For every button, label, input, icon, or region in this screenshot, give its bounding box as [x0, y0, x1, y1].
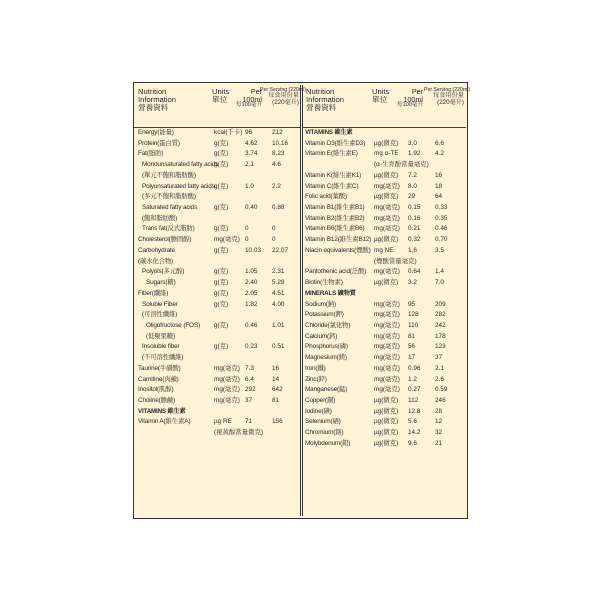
row-label: (單元不飽和脂肪酸) — [142, 171, 196, 179]
row-per100: 81 — [408, 332, 416, 340]
row-per100: 110 — [408, 321, 419, 329]
row-unit: mg(毫克) — [374, 311, 400, 319]
row-unit: mg(毫克) — [214, 375, 240, 383]
row-label: Vitamin E(維生素E) — [305, 150, 358, 158]
row-label: Vitamin A(維生素A) — [138, 418, 191, 426]
row-serving: 4.6 — [272, 161, 281, 169]
header-name-en2: Information — [306, 94, 344, 104]
row-serving: 10.16 — [272, 139, 288, 147]
row-label: Polyols(多元醇) — [142, 268, 185, 276]
row-unit: g(克) — [214, 204, 229, 212]
row-label: Niacin equivalents(煙酸) — [305, 246, 371, 254]
row-unit: g(克) — [214, 225, 229, 233]
row-label: Copper(銅) — [305, 397, 336, 404]
row-serving: 0.88 — [272, 204, 285, 212]
row-label: Carbohydrate — [138, 246, 175, 254]
row-serving: 2.1 — [435, 364, 444, 372]
header-per100 — [395, 88, 423, 109]
row-label: Sugars(糖) — [146, 279, 176, 287]
row-unit: µg(微克) — [374, 236, 399, 244]
row-unit: g(克) — [214, 279, 229, 287]
row-per100: 0.64 — [408, 268, 421, 276]
header-serving — [260, 87, 307, 106]
left-header — [134, 85, 307, 128]
row-label: Polyunsaturated fatty acids — [142, 182, 215, 190]
header-per-l2: 100ml — [242, 94, 262, 104]
row-unit: g(克) — [214, 182, 229, 190]
header-units — [372, 88, 389, 104]
row-serving: 2.6 — [435, 375, 444, 383]
row-serving: 28 — [435, 407, 443, 415]
row-serving: 123 — [435, 343, 446, 351]
row-serving: 8.23 — [272, 150, 285, 158]
row-per100: 1.6 — [408, 246, 417, 254]
row-serving: 0 — [272, 225, 276, 233]
row-serving: 2.2 — [272, 182, 281, 190]
row-label: Sodium(鈉) — [305, 300, 336, 308]
row-label: Carnitine(肉鹼) — [138, 375, 179, 383]
row-per100: 3.0 — [408, 139, 417, 147]
row-serving: 1.01 — [272, 321, 285, 329]
row-per100: 2.05 — [245, 289, 258, 297]
row-serving: 0.35 — [435, 214, 448, 222]
row-label: Soluble Fiber — [142, 300, 178, 308]
row-unit: µg(微克) — [374, 171, 399, 179]
row-label: Taurine(牛磺酸) — [138, 364, 181, 372]
row-per100: 5.6 — [408, 418, 417, 426]
row-label: Calcium(鈣) — [305, 332, 338, 340]
row-per100: 9.6 — [408, 439, 417, 447]
row-serving: 16 — [272, 364, 280, 372]
row-per100: 4.62 — [245, 139, 258, 147]
row-serving: 282 — [435, 311, 446, 319]
row-per100: 6.4 — [245, 375, 254, 383]
header-units-en: Units — [372, 87, 390, 96]
row-per100: 0.27 — [408, 386, 421, 394]
header-name-en1: Nutrition — [138, 87, 167, 96]
header-units-en: Units — [212, 87, 230, 96]
row-label: Manganese(錳) — [305, 386, 348, 394]
row-per100: 0.40 — [245, 204, 258, 212]
row-unit: (煙酸當量毫克) — [374, 257, 417, 265]
row-label: Phosphorus(磷) — [305, 343, 348, 351]
row-serving: 0 — [272, 236, 276, 244]
row-serving: 5.28 — [272, 279, 285, 287]
row-label: Vitamin B1(維生素B1) — [305, 204, 365, 212]
row-per100: 1.92 — [408, 150, 421, 158]
row-unit: µg(微克) — [374, 439, 399, 447]
row-unit: (α-生育酚當量毫克) — [374, 161, 429, 169]
row-serving: 0.70 — [435, 236, 448, 244]
row-per100: 0.96 — [408, 364, 421, 372]
row-label: Selenium(硒) — [305, 418, 341, 426]
row-label: MINERALS 礦物質 — [305, 289, 356, 297]
row-serving: 18 — [435, 182, 443, 190]
row-unit: g(克) — [214, 289, 229, 297]
row-unit: mg(毫克) — [374, 214, 400, 222]
row-unit: g(克) — [214, 150, 229, 158]
row-serving: 246 — [435, 397, 446, 404]
row-label: VITAMINS 維生素 — [305, 129, 353, 136]
row-per100: 3.74 — [245, 150, 258, 158]
row-label: (不可溶性纖維) — [142, 354, 184, 362]
row-serving: 0.33 — [435, 204, 448, 212]
row-per100: 56 — [408, 343, 416, 351]
row-serving: 6.6 — [435, 139, 444, 147]
header-per-l2: 100ml — [403, 94, 423, 104]
row-per100: 96 — [245, 129, 253, 136]
row-per100: 3.2 — [408, 279, 417, 287]
row-unit: mg(毫克) — [214, 386, 240, 394]
row-unit: g(克) — [214, 139, 229, 147]
row-label: Saturated fatty acids — [142, 204, 198, 212]
row-serving: 37 — [435, 354, 443, 362]
header-per-l1: Per — [250, 87, 262, 96]
row-per100: 95 — [408, 300, 416, 308]
row-per100: 0 — [245, 225, 249, 233]
row-per100: 0.21 — [408, 225, 421, 233]
row-label: Energy(能量) — [138, 129, 174, 136]
row-unit: mg(毫克) — [374, 343, 400, 351]
header-per-l1: Per — [411, 87, 423, 96]
row-serving: 4.2 — [435, 150, 444, 158]
row-per100: 7.3 — [245, 364, 254, 372]
header-serv-l3: (220毫升) — [437, 98, 464, 106]
row-serving: 242 — [435, 321, 446, 329]
row-unit: (視黃醇當量微克) — [214, 429, 263, 437]
row-label: (低聚果糖) — [146, 332, 175, 340]
row-per100: 0.46 — [245, 321, 258, 329]
row-unit: µg(微克) — [374, 193, 399, 201]
header-serv-l1: Per Serving (220ml) — [424, 87, 471, 93]
row-serving: 209 — [435, 300, 446, 308]
row-label: Protein(蛋白質) — [138, 139, 180, 147]
row-label: Biotin(生物素) — [305, 279, 343, 287]
row-per100: 2.1 — [245, 161, 254, 169]
row-label: Cholesterol(膽固醇) — [138, 236, 192, 244]
row-per100: 2.40 — [245, 279, 258, 287]
row-unit: mg(毫克) — [374, 332, 400, 340]
row-label: (碳水化合物) — [138, 257, 174, 265]
row-unit: g(克) — [214, 343, 229, 351]
header-name-en2: Information — [138, 94, 176, 104]
row-unit: µg(微克) — [374, 279, 399, 287]
row-label: Vitamin K(維生素K1) — [305, 171, 362, 179]
row-unit: mg(毫克) — [374, 225, 400, 233]
row-per100: 0.23 — [245, 343, 258, 351]
row-per100: 71 — [245, 418, 253, 426]
row-unit: g(克) — [214, 321, 229, 329]
row-per100: 1.82 — [245, 300, 258, 308]
row-serving: 3.5 — [435, 246, 444, 254]
row-label: Oligofructose (FOS) — [146, 321, 200, 329]
row-serving: 4.00 — [272, 300, 285, 308]
left-column — [134, 83, 307, 518]
row-label: Vitamin D3(維生素D3) — [305, 139, 366, 147]
row-unit: µg(微克) — [374, 429, 399, 437]
nutrition-panel — [133, 82, 471, 519]
row-serving: 64 — [435, 193, 443, 201]
row-label: Vitamin C(維生素C) — [305, 182, 359, 190]
row-per100: 7.2 — [408, 171, 417, 179]
row-label: Magnesium(鎂) — [305, 354, 347, 362]
row-unit: mg(毫克) — [374, 386, 400, 394]
row-label: Choline(膽鹼) — [138, 397, 176, 404]
row-per100: 1.2 — [408, 375, 417, 383]
row-serving: 178 — [435, 332, 446, 340]
row-label: Chromium(鉻) — [305, 429, 344, 437]
row-per100: 0 — [245, 236, 249, 244]
row-per100: 128 — [408, 311, 419, 319]
header-name-zh: 營養資料 — [138, 102, 169, 112]
row-label: (飽和脂肪酸) — [142, 214, 178, 222]
header-per-l3: 每100毫升 — [396, 102, 423, 109]
row-unit: mg(毫克) — [374, 354, 400, 362]
row-label: Zinc(鋅) — [305, 375, 327, 383]
row-per100: 17 — [408, 354, 416, 362]
header-serving — [424, 87, 471, 106]
header-name-zh: 營養資料 — [306, 102, 337, 112]
header-per100 — [234, 88, 262, 109]
right-header — [302, 85, 471, 128]
row-per100: 10.03 — [245, 246, 261, 254]
header-units — [212, 88, 229, 104]
row-per100: 292 — [245, 386, 256, 394]
row-unit: mg(毫克) — [214, 364, 240, 372]
header-name — [138, 88, 208, 112]
row-unit: µg(微克) — [374, 139, 399, 147]
row-unit: mg α-TE — [374, 150, 399, 158]
row-unit: g(克) — [214, 246, 229, 254]
row-label: (多元不飽和脂肪酸) — [142, 193, 196, 201]
row-serving: 642 — [272, 386, 283, 394]
row-label: Potassium(鉀) — [305, 311, 344, 319]
row-unit: mg(毫克) — [374, 375, 400, 383]
row-serving: 21 — [435, 439, 443, 447]
row-unit: µg(微克) — [374, 407, 399, 415]
row-unit: µg RE — [214, 418, 232, 426]
header-serv-l2: 每食用份量 — [268, 92, 299, 100]
row-serving: 1.4 — [435, 268, 444, 276]
header-serv-l2: 每食用份量 — [433, 92, 464, 100]
row-serving: 16 — [435, 171, 443, 179]
row-unit: g(克) — [214, 268, 229, 276]
row-unit: mg(毫克) — [374, 204, 400, 212]
header-name — [306, 88, 376, 112]
row-label: Inositol(肌醇) — [138, 386, 174, 394]
row-label: Monounsaturated fatty acids — [142, 161, 219, 169]
row-per100: 12.8 — [408, 407, 421, 415]
row-label: Pantothenic acid(泛酸) — [305, 268, 367, 276]
row-serving: 14 — [272, 375, 280, 383]
row-label: Vitamin B12(維生素B12) — [305, 236, 372, 244]
row-unit: g(克) — [214, 300, 229, 308]
row-label: Trans fat(反式脂肪) — [142, 225, 195, 233]
row-per100: 37 — [245, 397, 253, 404]
row-label: VITAMINS 維生素 — [138, 407, 186, 415]
row-unit: kcal(千卡) — [214, 129, 243, 136]
row-per100: 8.0 — [408, 182, 417, 190]
row-serving: 0.59 — [435, 386, 448, 394]
row-unit: mg(毫克) — [374, 268, 400, 276]
row-per100: 112 — [408, 397, 419, 404]
row-label: Fiber(纖維) — [138, 289, 169, 297]
row-label: Fat(脂肪) — [138, 150, 164, 158]
row-label: Iodine(碘) — [305, 407, 332, 415]
row-serving: 156 — [272, 418, 283, 426]
row-serving: 22.07 — [272, 246, 288, 254]
header-serv-l3: (220毫升) — [272, 98, 299, 106]
row-label: (可溶性纖維) — [142, 311, 178, 319]
row-unit: mg(毫克) — [374, 300, 400, 308]
row-unit: mg(毫克) — [374, 364, 400, 372]
row-unit: mg(毫克) — [374, 182, 400, 190]
header-units-zh: 單位 — [212, 94, 228, 104]
row-unit: g(克) — [214, 161, 229, 169]
row-unit: mg(毫克) — [374, 321, 400, 329]
row-per100: 29 — [408, 193, 416, 201]
row-serving: 81 — [272, 397, 280, 404]
right-column — [302, 83, 471, 518]
row-label: Molybdenum(鉬) — [305, 439, 351, 447]
row-serving: 4.51 — [272, 289, 285, 297]
row-label: Folic acid(葉酸) — [305, 193, 347, 201]
row-per100: 0.15 — [408, 204, 421, 212]
row-serving: 212 — [272, 129, 283, 136]
row-label: Chloride(氯化物) — [305, 321, 351, 329]
row-serving: 12 — [435, 418, 443, 426]
header-units-zh: 單位 — [372, 94, 388, 104]
row-serving: 7.0 — [435, 279, 444, 287]
row-per100: 0.32 — [408, 236, 421, 244]
row-unit: mg(毫克) — [214, 236, 240, 244]
row-per100: 0.16 — [408, 214, 421, 222]
row-unit: µg(微克) — [374, 397, 399, 404]
header-serv-l1: Per Serving (220ml) — [260, 87, 307, 93]
row-per100: 1.05 — [245, 268, 258, 276]
row-unit: µg(微克) — [374, 418, 399, 426]
row-label: Insoluble fiber — [142, 343, 180, 351]
row-label: Vitamin B6(維生素B6) — [305, 225, 365, 233]
row-per100: 14.2 — [408, 429, 421, 437]
row-label: Vitamin B2(維生素B2) — [305, 214, 365, 222]
row-serving: 32 — [435, 429, 443, 437]
row-serving: 0.46 — [435, 225, 448, 233]
header-per-l3: 每100毫升 — [235, 102, 262, 109]
row-serving: 2.31 — [272, 268, 285, 276]
row-unit: mg(毫克) — [214, 397, 240, 404]
row-label: Iron(鐵) — [305, 364, 326, 372]
row-serving: 0.51 — [272, 343, 285, 351]
row-per100: 1.0 — [245, 182, 254, 190]
header-name-en1: Nutrition — [306, 87, 335, 96]
row-unit: mg NE — [374, 246, 394, 254]
